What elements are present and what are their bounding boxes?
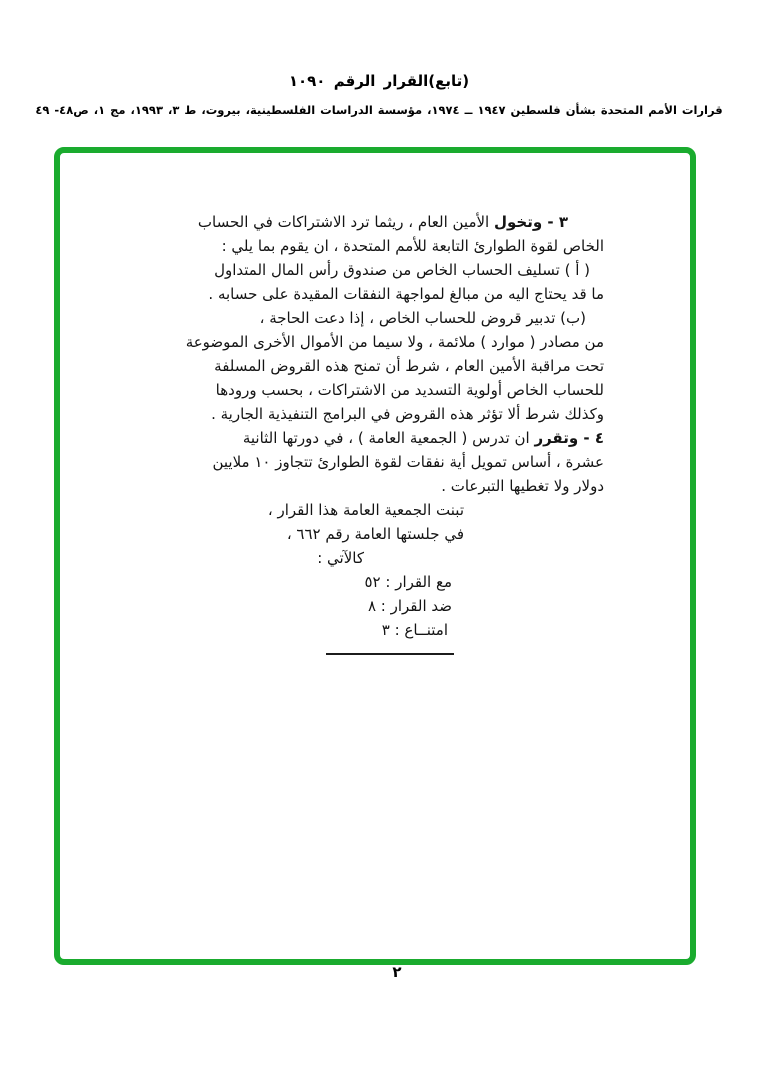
document-line [168, 570, 604, 594]
text-segment: من مصادر ( موارد ) ملائمة ، ولا سيما من الأموال الأخرى الموضوعة [185, 333, 604, 351]
document-lines [168, 210, 604, 655]
document-line [168, 522, 604, 546]
text-segment: كالآتي : [317, 549, 364, 567]
document-line [168, 210, 604, 234]
document-line [168, 450, 604, 474]
document-line [168, 282, 604, 306]
text-segment: دولار ولا تغطيها التبرعات . [441, 477, 604, 495]
text-segment: الخاص لقوة الطوارئ التابعة للأمم المتحدة ، ان يقوم بما يلي : [221, 237, 604, 255]
document-line [168, 258, 604, 282]
text-segment: ٣ - وتخول [493, 213, 568, 231]
document-line [168, 306, 604, 330]
text-segment: ما قد يحتاج اليه من مبالغ لمواجهة النفقات المقيدة على حسابه . [208, 285, 604, 303]
document-line [168, 330, 604, 354]
text-segment: في جلستها العامة رقم ٦٦٢ ، [286, 525, 464, 543]
text-segment: تبنت الجمعية العامة هذا القرار ، [267, 501, 464, 519]
document-line [168, 546, 604, 570]
page-number: ٢ [392, 963, 402, 981]
text-segment: (ب) تدبير قروض للحساب الخاص ، إذا دعت الحاجة ، [259, 309, 586, 327]
text-segment: عشرة ، أساس تمويل أية نفقات لقوة الطوارئ تتجاوز ١٠ ملايين [212, 453, 604, 471]
text-segment: ضد القرار : ٨ [367, 597, 452, 615]
document-line [168, 234, 604, 258]
page-title: (تابع)القرار الرقم ١٠٩٠ [288, 72, 470, 90]
highlight-frame [54, 147, 696, 965]
document-line [168, 378, 604, 402]
text-segment: ٤ - وتقرر [534, 429, 604, 447]
text-segment: مع القرار : ٥٢ [364, 573, 452, 591]
document-line [168, 354, 604, 378]
text-segment: تحت مراقبة الأمين العام ، شرط أن تمنح هذه القروض المسلفة [214, 357, 604, 375]
vote-divider [326, 653, 454, 655]
document-line [168, 498, 604, 522]
text-segment: وكذلك شرط ألا تؤثر هذه القروض في البرامج التنفيذية الجارية . [211, 405, 604, 423]
text-segment: الأمين العام ، ريثما ترد الاشتراكات في الحساب [197, 213, 494, 231]
text-segment: ان تدرس ( الجمعية العامة ) ، في دورتها الثانية [242, 429, 535, 447]
document-line [168, 426, 604, 450]
document-line [168, 402, 604, 426]
source-citation: قرارات الأمم المتحدة بشأن فلسطين ١٩٤٧ ــ ١٩٧٤، مؤسسة الدراسات الفلسطينية، بيروت، ط ٣، ١٩٩٣، مج ١، ص٤٨- ٤٩ [35, 103, 723, 117]
document-line [168, 618, 604, 642]
text-segment: امتنــاع : ٣ [381, 621, 448, 639]
document-line [168, 594, 604, 618]
text-segment: للحساب الخاص أولوية التسديد من الاشتراكات ، بحسب ورودها [215, 381, 604, 399]
text-segment: ( أ ) تسليف الحساب الخاص من صندوق رأس المال المتداول [214, 261, 590, 279]
page-header [0, 72, 758, 117]
document-line [168, 474, 604, 498]
